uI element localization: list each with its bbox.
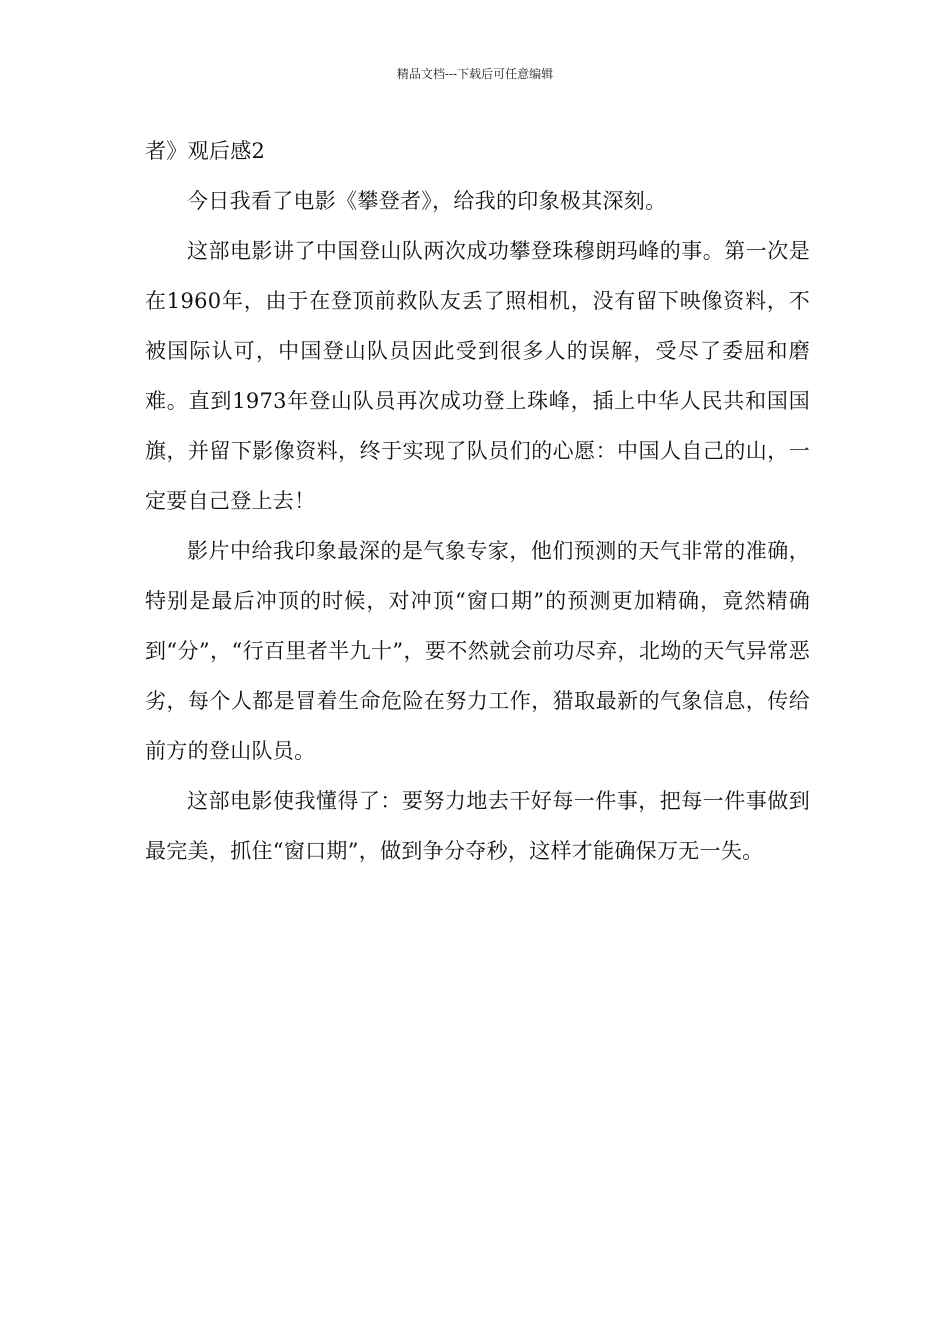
paragraph-intro: 今日我看了电影《攀登者》，给我的印象极其深刻。 <box>187 189 667 213</box>
page-header: 精品文档---下载后可任意编辑 <box>396 67 554 81</box>
paragraph-impression: 影片中给我印象最深的是气象专家，他们预测的天气非常的准确，特别是最后冲顶的时候，对冲顶“窗口期”的预测更加精确，竟然精确到“分”，“行百里者半九十”，要不然就会前功尽弃，北坳的天气异常恶劣，每个人都是冒着生命危险在努力工作，猎取最新的气象信息，传给前方的登山队员。 <box>145 539 810 763</box>
paragraph-title-fragment: 者》观后感2 <box>145 139 266 163</box>
paragraph-conclusion: 这部电影使我懂得了：要努力地去干好每一件事，把每一件事做到最完美，抓住“窗口期”，做到争分夺秒，这样才能确保万无一失。 <box>145 789 810 863</box>
paragraph-story: 这部电影讲了中国登山队两次成功攀登珠穆朗玛峰的事。第一次是在1960年，由于在登顶前救队友丢了照相机，没有留下映像资料，不被国际认可，中国登山队员因此受到很多人的误解，受尽了委屈和磨难。直到1973年登山队员再次成功登上珠峰，插上中华人民共和国国旗，并留下影像资料，终于实现了队员们的心愿：中国人自己的山，一定要自己登上去！ <box>145 239 810 513</box>
document-body <box>145 126 810 876</box>
